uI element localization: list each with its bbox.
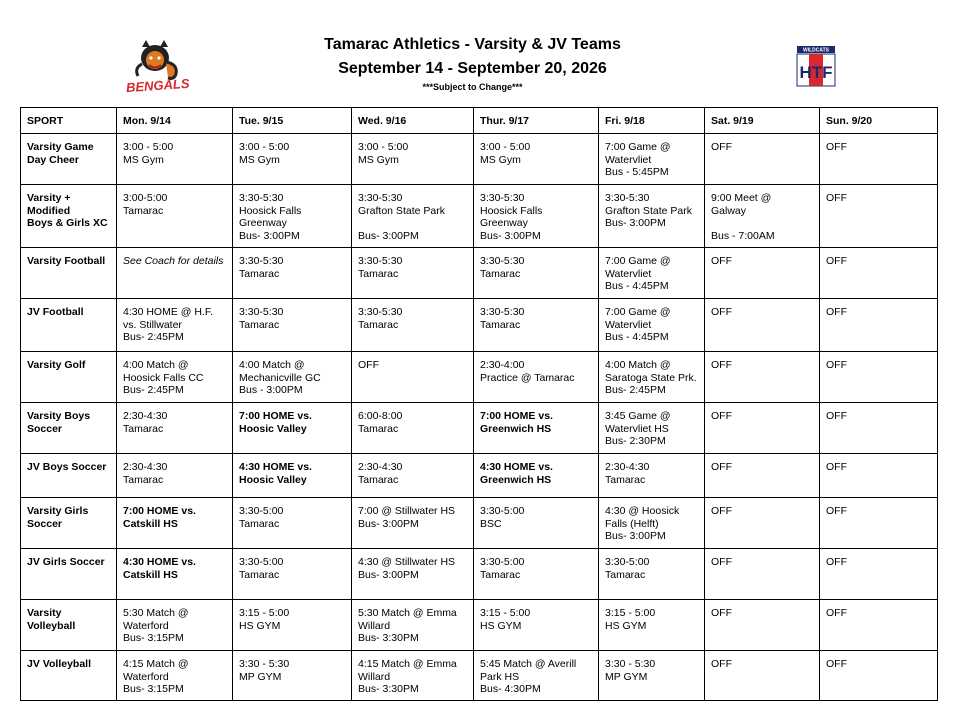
schedule-cell: 3:30 - 5:30 MP GYM [599, 651, 705, 701]
schedule-cell: 3:00 - 5:00 MS Gym [233, 134, 352, 185]
schedule-cell: OFF [352, 352, 474, 403]
schedule-cell: 7:00 Game @ Watervliet Bus - 4:45PM [599, 299, 705, 352]
schedule-cell: 3:30-5:00 BSC [474, 498, 599, 549]
sport-cell: Varsity Girls Soccer [21, 498, 117, 549]
col-header-mon: Mon. 9/14 [117, 108, 233, 134]
schedule-cell: 3:30-5:30 Hoosick Falls Greenway Bus- 3:00PM [233, 185, 352, 248]
col-header-sat: Sat. 9/19 [705, 108, 820, 134]
schedule-cell: 7:00 Game @ Watervliet Bus - 5:45PM [599, 134, 705, 185]
schedule-cell: 4:30 HOME vs. Greenwich HS [474, 454, 599, 498]
schedule-cell: 4:30 @ Hoosick Falls (Helft) Bus- 3:00PM [599, 498, 705, 549]
schedule-cell: OFF [705, 651, 820, 701]
schedule-cell: OFF [705, 352, 820, 403]
schedule-cell: 7:00 HOME vs. Greenwich HS [474, 403, 599, 454]
schedule-cell: 7:00 @ Stillwater HS Bus- 3:00PM [352, 498, 474, 549]
schedule-cell: 3:30-5:30 Grafton State Park Bus- 3:00PM [352, 185, 474, 248]
schedule-cell: 3:30-5:30 Tamarac [233, 248, 352, 299]
schedule-cell: OFF [705, 134, 820, 185]
col-header-tue: Tue. 9/15 [233, 108, 352, 134]
sport-cell: Varsity Game Day Cheer [21, 134, 117, 185]
schedule-cell: 4:15 Match @ Waterford Bus- 3:15PM [117, 651, 233, 701]
wildcats-logo-text: WILDCATS [802, 47, 830, 54]
schedule-cell: OFF [820, 454, 938, 498]
page-header [0, 0, 955, 105]
schedule-cell: 7:00 HOME vs. Hoosic Valley [233, 403, 352, 454]
schedule-cell: 5:30 Match @ Waterford Bus- 3:15PM [117, 600, 233, 651]
wildcats-logo [793, 46, 839, 88]
schedule-table [20, 107, 938, 701]
table-row [21, 600, 938, 651]
schedule-cell: 4:30 HOME @ H.F. vs. Stillwater Bus- 2:45PM [117, 299, 233, 352]
table-row [21, 248, 938, 299]
col-header-fri: Fri. 9/18 [599, 108, 705, 134]
schedule-cell: 3:00 - 5:00 MS Gym [117, 134, 233, 185]
table-row [21, 651, 938, 701]
schedule-cell: OFF [705, 248, 820, 299]
schedule-cell: 2:30-4:30 Tamarac [352, 454, 474, 498]
table-row [21, 299, 938, 352]
sport-cell: JV Girls Soccer [21, 549, 117, 600]
col-header-sport: SPORT [21, 108, 117, 134]
schedule-cell: 5:45 Match @ Averill Park HS Bus- 4:30PM [474, 651, 599, 701]
schedule-cell: 3:00 - 5:00 MS Gym [352, 134, 474, 185]
schedule-cell: OFF [705, 549, 820, 600]
schedule-cell: 4:00 Match @ Saratoga State Prk. Bus- 2:45PM [599, 352, 705, 403]
schedule-cell: OFF [705, 454, 820, 498]
schedule-cell: 3:30-5:30 Tamarac [352, 248, 474, 299]
schedule-cell: 3:45 Game @ Watervliet HS Bus- 2:30PM [599, 403, 705, 454]
schedule-cell: 4:00 Match @ Mechanicville GC Bus - 3:00PM [233, 352, 352, 403]
sport-cell: Varsity Boys Soccer [21, 403, 117, 454]
table-row [21, 454, 938, 498]
schedule-cell: 3:30-5:00 Tamarac [599, 549, 705, 600]
schedule-cell: OFF [820, 549, 938, 600]
sport-cell: Varsity Golf [21, 352, 117, 403]
date-range: September 14 - September 20, 2026 [338, 60, 607, 77]
schedule-cell: 4:15 Match @ Emma Willard Bus- 3:30PM [352, 651, 474, 701]
table-row [21, 134, 938, 185]
schedule-cell: OFF [705, 403, 820, 454]
schedule-cell: OFF [820, 651, 938, 701]
schedule-cell: OFF [820, 600, 938, 651]
schedule-cell: OFF [820, 403, 938, 454]
table-row [21, 185, 938, 248]
schedule-cell: See Coach for details [117, 248, 233, 299]
schedule-cell: 3:30-5:00 Tamarac [233, 498, 352, 549]
schedule-cell: 3:00-5:00 Tamarac [117, 185, 233, 248]
col-header-sun: Sun. 9/20 [820, 108, 938, 134]
table-row [21, 498, 938, 549]
schedule-cell: 4:30 @ Stillwater HS Bus- 3:00PM [352, 549, 474, 600]
schedule-cell: 9:00 Meet @ Galway Bus - 7:00AM [705, 185, 820, 248]
schedule-cell: 2:30-4:30 Tamarac [117, 454, 233, 498]
wildcats-logo-letters: HTF [799, 63, 833, 82]
schedule-cell: 3:15 - 5:00 HS GYM [474, 600, 599, 651]
col-header-wed: Wed. 9/16 [352, 108, 474, 134]
schedule-cell: 3:30-5:30 Tamarac [233, 299, 352, 352]
bengals-logo-text: BENGALS [125, 75, 190, 96]
schedule-cell: OFF [820, 248, 938, 299]
schedule-cell: 3:30-5:30 Hoosick Falls Greenway Bus- 3:00PM [474, 185, 599, 248]
schedule-cell: 4:00 Match @ Hoosick Falls CC Bus- 2:45PM [117, 352, 233, 403]
schedule-cell: 3:30 - 5:30 MP GYM [233, 651, 352, 701]
schedule-cell: 3:00 - 5:00 MS Gym [474, 134, 599, 185]
schedule-cell: OFF [705, 600, 820, 651]
schedule-cell: OFF [820, 352, 938, 403]
schedule-cell: OFF [705, 299, 820, 352]
schedule-cell: 4:30 HOME vs. Catskill HS [117, 549, 233, 600]
schedule-cell: 3:30-5:30 Grafton State Park Bus- 3:00PM [599, 185, 705, 248]
schedule-cell: OFF [705, 498, 820, 549]
schedule-cell: OFF [820, 299, 938, 352]
schedule-cell: 3:30-5:30 Tamarac [474, 299, 599, 352]
sport-cell: JV Volleyball [21, 651, 117, 701]
subject-note: ***Subject to Change*** [422, 82, 523, 92]
schedule-cell: 3:30-5:00 Tamarac [233, 549, 352, 600]
schedule-cell: 3:15 - 5:00 HS GYM [233, 600, 352, 651]
table-row [21, 352, 938, 403]
schedule-cell: 3:30-5:30 Tamarac [352, 299, 474, 352]
sport-cell: JV Football [21, 299, 117, 352]
sport-cell: Varsity + Modified Boys & Girls XC [21, 185, 117, 248]
schedule-cell: 3:30-5:30 Tamarac [474, 248, 599, 299]
schedule-cell: OFF [820, 185, 938, 248]
schedule-cell: 3:30-5:00 Tamarac [474, 549, 599, 600]
schedule-cell: OFF [820, 134, 938, 185]
schedule-cell: 2:30-4:00 Practice @ Tamarac [474, 352, 599, 403]
col-header-thu: Thur. 9/17 [474, 108, 599, 134]
schedule-cell: 4:30 HOME vs. Hoosic Valley [233, 454, 352, 498]
schedule-cell: OFF [820, 498, 938, 549]
table-row [21, 403, 938, 454]
schedule-cell: 6:00-8:00 Tamarac [352, 403, 474, 454]
sport-cell: Varsity Football [21, 248, 117, 299]
schedule-cell: 3:15 - 5:00 HS GYM [599, 600, 705, 651]
schedule-cell: 7:00 Game @ Watervliet Bus - 4:45PM [599, 248, 705, 299]
sport-cell: JV Boys Soccer [21, 454, 117, 498]
schedule-cell: 2:30-4:30 Tamarac [599, 454, 705, 498]
sport-cell: Varsity Volleyball [21, 600, 117, 651]
schedule-cell: 7:00 HOME vs. Catskill HS [117, 498, 233, 549]
schedule-cell: 2:30-4:30 Tamarac [117, 403, 233, 454]
schedule-cell: 5:30 Match @ Emma Willard Bus- 3:30PM [352, 600, 474, 651]
header-row [21, 108, 938, 134]
page-title: Tamarac Athletics - Varsity & JV Teams [324, 36, 621, 53]
table-row [21, 549, 938, 600]
